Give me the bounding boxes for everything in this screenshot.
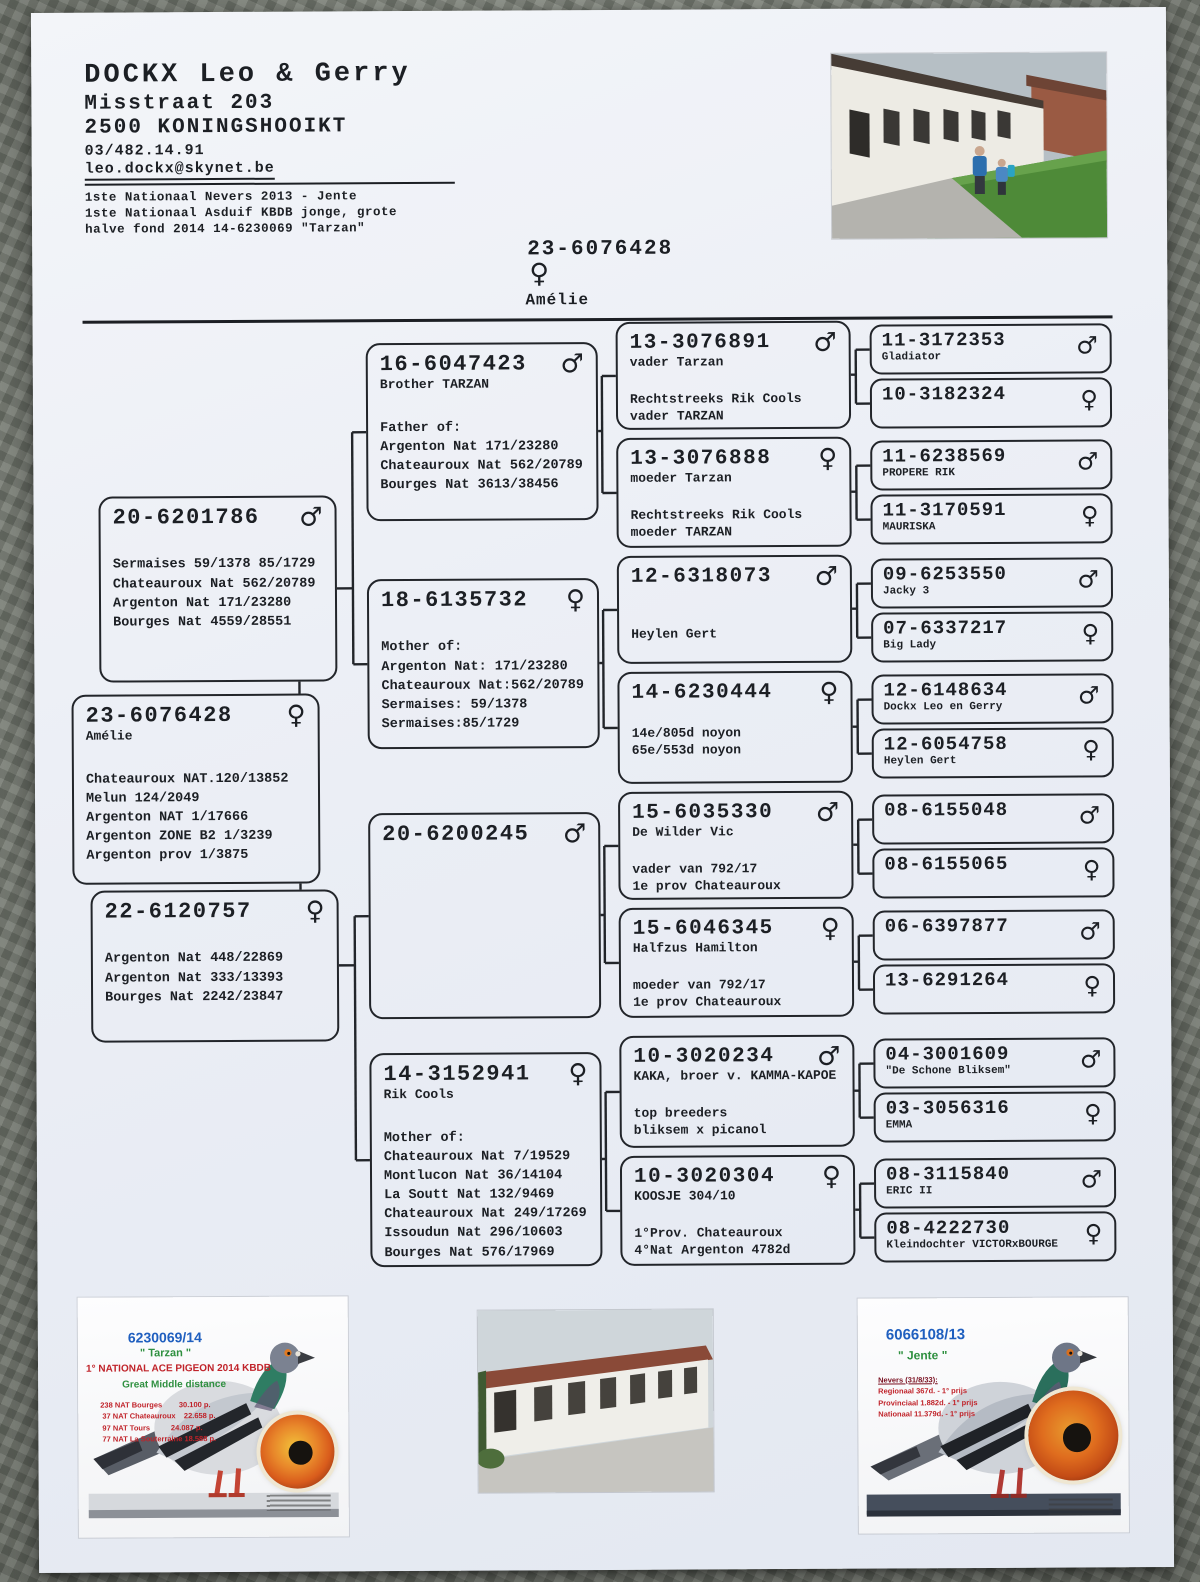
pedigree-box-06-6397877 (873, 909, 1115, 960)
female-icon: ♀ (1080, 501, 1099, 530)
pedigree-box-08-3115840 (874, 1157, 1116, 1208)
female-icon: ♀ (305, 896, 325, 927)
pigeon-name: KOOSJE 304/10 (634, 1188, 736, 1204)
female-icon: ♀ (529, 258, 550, 290)
male-icon: ♂ (299, 502, 323, 533)
male-icon: ♂ (1076, 447, 1099, 476)
box-details: 14e/805d noyon 65e/553d noyon (631, 724, 742, 759)
pedigree-box-18-6135732 (367, 578, 600, 749)
box-details: Sermaises 59/1378 85/1729 Chateauroux Nat 562/20789 Argenton Nat 171/23280 Bourges Nat 4559/28551 (112, 556, 316, 631)
box-details: Argenton Nat 448/22869 Argenton Nat 333/13393 Bourges Nat 2242/23847 (104, 951, 284, 1006)
pigeon-name: "De Schone Bliksem" (885, 1064, 1011, 1078)
box-details: Mother of: Argenton Nat: 171/23280 Chateauroux Nat:562/20789 Sermaises: 59/1378 Sermaises:85/1729 (381, 640, 585, 733)
ring-number: 16-6047423 (379, 351, 527, 378)
male-icon: ♂ (1076, 331, 1098, 360)
ring-number: 23-6076428 (85, 702, 233, 729)
female-icon: ♀ (1084, 1219, 1103, 1248)
result-line: 77 NAT La Souterraine 18.588 p. (100, 1433, 217, 1444)
box-details: Heylen Gert (631, 626, 718, 643)
pigeon-name: Amélie (85, 728, 133, 744)
pedigree-box-12-6318073 (617, 555, 853, 664)
ring-number: 07-6337217 (883, 616, 1008, 640)
female-icon: ♀ (1081, 619, 1100, 648)
pedigree-box-08-6155048 (872, 793, 1114, 844)
pedigree-box-11-3170591 (870, 493, 1112, 544)
card-subtitle: Great Middle distance (122, 1378, 227, 1391)
pedigree-box-15-6035330 (618, 791, 854, 900)
result-line: 97 NAT Tours 24.087 p. (100, 1422, 203, 1433)
result-line: 238 NAT Bourges 30.100 p. (100, 1400, 211, 1410)
pigeon-name: Gladiator (881, 351, 942, 364)
female-icon: ♀ (1082, 735, 1100, 764)
ring-number: 20-6201786 (112, 504, 260, 531)
card-ring: 6230069/14 (127, 1329, 202, 1346)
pedigree-box-11-3172353 (870, 323, 1112, 374)
pedigree-box-03-3056316 (874, 1091, 1116, 1142)
female-icon: ♀ (568, 1059, 588, 1090)
female-icon: ♀ (821, 1161, 842, 1192)
pigeon-name: EMMA (885, 1119, 913, 1132)
pigeon-name: Heylen Gert (883, 755, 957, 768)
pedigree-box-22-6120757 (91, 889, 340, 1042)
pedigree-box-12-6054758 (872, 727, 1114, 778)
ring-number: 18-6135732 (380, 587, 529, 614)
male-icon: ♂ (1079, 917, 1101, 946)
ring-number: 08-4222730 (886, 1216, 1011, 1240)
loft-row-photo (478, 1309, 714, 1492)
ring-number: 10-3182324 (881, 382, 1007, 406)
achievement-line: 1ste Nationaal Asduif KBDB jonge, grote (84, 205, 398, 221)
pedigree-box-13-3076888 (616, 437, 852, 548)
pedigree-box-12-6148634 (871, 673, 1113, 724)
pedigree-box-08-4222730 (874, 1211, 1116, 1262)
female-icon: ♀ (1080, 385, 1099, 414)
ring-number: 13-3076891 (629, 331, 771, 355)
male-icon: ♂ (814, 561, 838, 592)
box-details: 1°Prov. Chateauroux 4°Nat Argenton 4782d (634, 1224, 791, 1259)
ring-number: 14-6230444 (631, 681, 773, 705)
female-icon: ♀ (565, 585, 586, 616)
result-line: Regionaal 367d. - 1° prijs (878, 1386, 968, 1396)
card-pigeon-name: " Tarzan " (139, 1347, 192, 1360)
ring-number: 10-3020234 (633, 1045, 775, 1069)
ring-number: 04-3001609 (885, 1042, 1010, 1066)
pigeon-name: Rik Cools (383, 1086, 454, 1103)
pedigree-box-10-3020234 (619, 1035, 855, 1148)
box-details: vader van 792/17 1e prov Chateauroux (632, 861, 781, 895)
address-street: Misstraat 203 (84, 91, 275, 116)
ring-number: 08-3115840 (885, 1162, 1011, 1186)
ring-number: 22-6120757 (104, 898, 252, 925)
pedigree-box-04-3001609 (873, 1037, 1115, 1088)
box-details: Father of: Argenton Nat 171/23280 Chateauroux Nat 562/20789 Bourges Nat 3613/38456 (380, 420, 583, 494)
female-icon: ♀ (820, 913, 840, 944)
fine-print (267, 1494, 331, 1510)
pigeon-card-tarzan (78, 1296, 349, 1537)
pedigree-box-10-3182324 (870, 377, 1112, 428)
address-city: 2500 KONINGSHOOIKT (84, 115, 348, 140)
pigeon-name: Brother TARZAN (379, 376, 490, 393)
pigeon-name: ERIC II (886, 1185, 933, 1198)
male-icon: ♂ (817, 1041, 841, 1072)
ring-number: 12-6148634 (883, 678, 1008, 702)
box-details: Rechtstreeks Rik Cools moeder TARZAN (630, 506, 803, 541)
female-icon: ♀ (818, 443, 838, 474)
owner-name: DOCKX Leo & Gerry (84, 58, 411, 91)
male-icon: ♂ (1080, 1165, 1103, 1194)
box-details: Mother of: Chateauroux Nat 7/19529 Montlucon Nat 36/14104 La Soutt Nat 132/9469 Chateauroux Nat 249/17269 Issoudun Nat 296/10603 Bourges Nat 576/17969 (383, 1130, 587, 1261)
pedigree-box-14-3152941 (369, 1052, 602, 1267)
ring-number: 12-6054758 (883, 732, 1008, 756)
male-icon: ♂ (560, 349, 584, 380)
phone-number: 03/482.14.91 (84, 142, 205, 160)
male-icon: ♂ (815, 797, 840, 828)
ring-number: 11-6238569 (882, 444, 1007, 468)
pigeon-name: moeder Tarzan (630, 470, 732, 486)
pupil (289, 1441, 313, 1465)
card-pigeon-name: " Jente " (897, 1348, 948, 1363)
pigeon-name: Kleindochter VICTORxBOURGE (886, 1238, 1059, 1252)
pigeon-eye-closeup (260, 1414, 334, 1488)
results-header: Nevers (31/8/33): (878, 1375, 938, 1385)
pedigree-box-15-6046345 (619, 907, 855, 1018)
female-icon: ♀ (1084, 1099, 1102, 1128)
ring-number: 09-6253550 (882, 562, 1007, 586)
subject-ring: 23-6076428 (527, 237, 674, 262)
card-results (878, 1374, 978, 1420)
pedigree-paper (31, 7, 1174, 1573)
pigeon-eye-closeup (1028, 1390, 1118, 1480)
ring-number: 08-6155048 (884, 798, 1009, 822)
pupil (1063, 1423, 1092, 1452)
result-line: Nationaal 11.379d. - 1° prijs (878, 1408, 976, 1419)
pedigree-box-16-6047423 (366, 342, 599, 521)
female-icon: ♀ (1082, 855, 1101, 884)
ring-number: 14-3152941 (383, 1061, 531, 1088)
fine-print (1049, 1498, 1113, 1514)
male-icon: ♂ (1077, 565, 1099, 594)
female-icon: ♀ (1083, 971, 1102, 1000)
pedigree-box-20-6200245 (368, 812, 601, 1019)
box-details: moeder van 792/17 1e prov Chateauroux (632, 977, 782, 1011)
ring-number: 15-6046345 (632, 917, 774, 941)
email-address: leo.dockx@skynet.be (85, 160, 275, 181)
pigeon-name: De Wilder Vic (632, 824, 734, 840)
result-line: Provinciaal 1.882d. - 1° prijs (878, 1397, 978, 1408)
pedigree-box-11-6238569 (870, 439, 1112, 490)
ring-number: 06-6397877 (884, 914, 1009, 938)
box-details: Rechtstreeks Rik Cools vader TARZAN (629, 390, 802, 425)
card-title: 1° NATIONAL ACE PIGEON 2014 KBDB (85, 1362, 272, 1375)
box-details: Chateauroux NAT.120/13852 Melun 124/2049 Argenton NAT 1/17666 Argenton ZONE B2 1/3239 Argenton prov 1/3875 (85, 771, 289, 864)
card-ring: 6066108/13 (885, 1326, 966, 1344)
pedigree-box-08-6155065 (872, 847, 1114, 898)
pedigree-box-09-6253550 (871, 557, 1113, 608)
ring-number: 12-6318073 (630, 565, 772, 589)
ring-number: 08-6155065 (884, 852, 1009, 876)
pedigree-box-13-3076891 (616, 321, 852, 430)
pigeon-name: Dockx Leo en Gerry (883, 700, 1003, 714)
pigeon-name: Big Lady (883, 639, 937, 652)
pigeon-name: vader Tarzan (629, 354, 724, 370)
male-icon: ♂ (1078, 801, 1101, 830)
female-icon: ♀ (819, 677, 839, 708)
card-results (100, 1399, 216, 1445)
female-icon: ♀ (286, 700, 306, 731)
pedigree-box-23-6076428 (71, 693, 320, 884)
pigeon-name: Jacky 3 (882, 585, 930, 598)
achievement-line: halve fond 2014 14-6230069 "Tarzan" (85, 221, 366, 237)
pedigree-box-14-6230444 (617, 671, 853, 784)
ring-number: 20-6200245 (382, 821, 530, 848)
box-details: top breeders bliksem x picanol (633, 1105, 767, 1139)
male-icon: ♂ (813, 327, 837, 358)
pigeon-name: PROPERE RIK (882, 467, 956, 480)
pigeon-name: Halfzus Hamilton (632, 940, 758, 956)
pigeon-card-jente (858, 1297, 1129, 1533)
ring-number: 10-3020304 (633, 1165, 776, 1189)
ring-number: 15-6035330 (632, 801, 774, 825)
male-icon: ♂ (1079, 1045, 1102, 1074)
pedigree-box-13-6291264 (873, 963, 1115, 1014)
result-line: 37 NAT Chateauroux 22.658 p. (100, 1411, 216, 1421)
pedigree-box-07-6337217 (871, 611, 1113, 662)
male-icon: ♂ (562, 819, 587, 850)
subject-name: Amélie (525, 291, 590, 310)
ring-number: 11-3170591 (882, 498, 1007, 522)
achievement-line: 1ste Nationaal Nevers 2013 - Jente (84, 189, 357, 205)
ring-number: 13-3076888 (630, 447, 772, 471)
pigeon-name: MAURISKA (882, 521, 936, 534)
pigeon-name: KAKA, broer v. KAMMA-KAPOE (633, 1067, 837, 1084)
ring-number: 13-6291264 (884, 968, 1010, 992)
ring-number: 03-3056316 (885, 1096, 1010, 1120)
pedigree-box-20-6201786 (98, 495, 337, 682)
pedigree-box-10-3020304 (620, 1155, 856, 1266)
male-icon: ♂ (1077, 681, 1100, 710)
ring-number: 11-3172353 (881, 328, 1006, 352)
